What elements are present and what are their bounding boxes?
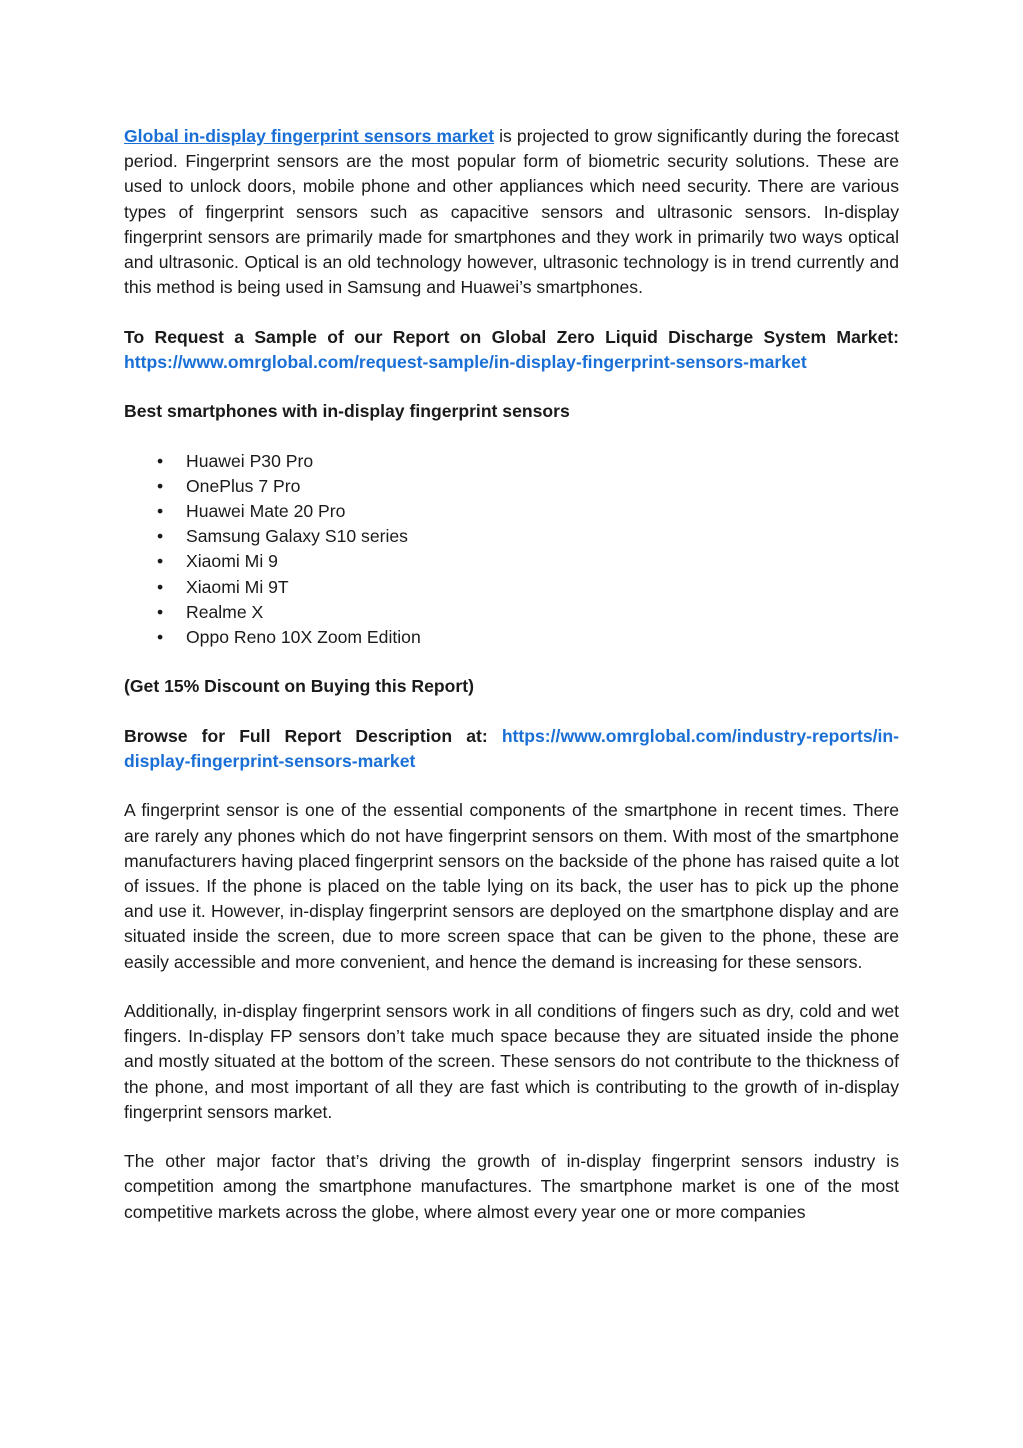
bullet-icon: • [157, 601, 164, 622]
browse-paragraph [124, 724, 899, 774]
list-item-label: Samsung Galaxy S10 series [186, 526, 408, 547]
browse-label: Browse for Full Report Description at: [124, 725, 502, 746]
list-item-label: OnePlus 7 Pro [186, 475, 301, 496]
discount-note: (Get 15% Discount on Buying this Report) [124, 676, 474, 697]
body-paragraph-sensor: A fingerprint sensor is one of the essential components of the smartphone in recent times. There are rarely any phones which do not have fingerprint sensors on them. With most of the smartphone manufacturers having placed fingerprint sensors on the backside of the phone has raised quite a lot of issues. If the phone is placed on the table lying on its back, the user has to pick up the phone and use it. However, in-display fingerprint sensors are deployed on the smartphone display and are situated inside the screen, due to more screen space that can be given to the phone, these are easily accessible and more convenient, and hence the demand is increasing for these sensors. [124, 800, 899, 972]
intro-paragraph [124, 124, 899, 300]
sample-request-link[interactable]: https://www.omrglobal.com/request-sample/in-display-fingerprint-sensors-market [124, 351, 807, 372]
bullet-icon: • [157, 551, 164, 572]
bullet-icon: • [157, 475, 164, 496]
list-item [124, 575, 899, 600]
list-item [124, 600, 899, 625]
list-item-label: Oppo Reno 10X Zoom Edition [186, 627, 421, 648]
list-item-label: Xiaomi Mi 9 [186, 551, 278, 572]
list-item-label: Xiaomi Mi 9T [186, 576, 289, 597]
body-paragraph-competition: The other major factor that’s driving the growth of in-display fingerprint sensors industry is competition among the smartphone manufactures. The smartphone market is one of the most competitive markets across the globe, where almost every year one or more companies [124, 1151, 899, 1222]
body-paragraph-conditions: Additionally, in-display fingerprint sensors work in all conditions of fingers such as dry, cold and wet fingers. In-display FP sensors don’t take much space because they are situated inside the phone and mostly situated at the bottom of the screen. These sensors do not contribute to the thickness of the phone, and most important of all they are fast which is contributing to the growth of in-display fingerprint sensors market. [124, 1001, 899, 1122]
bullet-icon: • [157, 576, 164, 597]
sample-request-label: To Request a Sample of our Report on Global Zero Liquid Discharge System Market: [124, 326, 899, 347]
sample-request-paragraph [124, 325, 899, 375]
list-item [124, 499, 899, 524]
full-report-link[interactable]: https://www.omrglobal.com/industry-reports/in-display-fingerprint-sensors-market [124, 725, 899, 771]
list-item-label: Huawei Mate 20 Pro [186, 501, 346, 521]
list-heading: Best smartphones with in-display fingerprint sensors [124, 401, 570, 422]
smartphone-list [124, 449, 899, 651]
list-item [124, 549, 899, 574]
market-link[interactable]: Global in-display fingerprint sensors market [124, 126, 495, 146]
list-item-label: Realme X [186, 601, 264, 622]
list-item [124, 625, 899, 650]
list-item [124, 449, 899, 474]
intro-text: is projected to grow significantly during the forecast period. Fingerprint sensors are the most popular form of biometric security solutions. These are used to unlock doors, mobile phone and other appliances which need security. There are various types of fingerprint sensors such as capacitive sensors and ultrasonic sensors. In-display fingerprint sensors are primarily made for smartphones and they work in primarily two ways optical and ultrasonic. Optical is an old technology however, ultrasonic technology is in trend currently and this method is being used in Samsung and Huawei’s smartphones. [124, 126, 899, 298]
list-item [124, 474, 899, 499]
list-item [124, 524, 899, 549]
bullet-icon: • [157, 526, 164, 547]
bullet-icon: • [157, 501, 164, 521]
list-item-label: Huawei P30 Pro [186, 450, 314, 471]
bullet-icon: • [157, 627, 164, 648]
document-page [124, 124, 899, 1249]
bullet-icon: • [157, 450, 164, 471]
